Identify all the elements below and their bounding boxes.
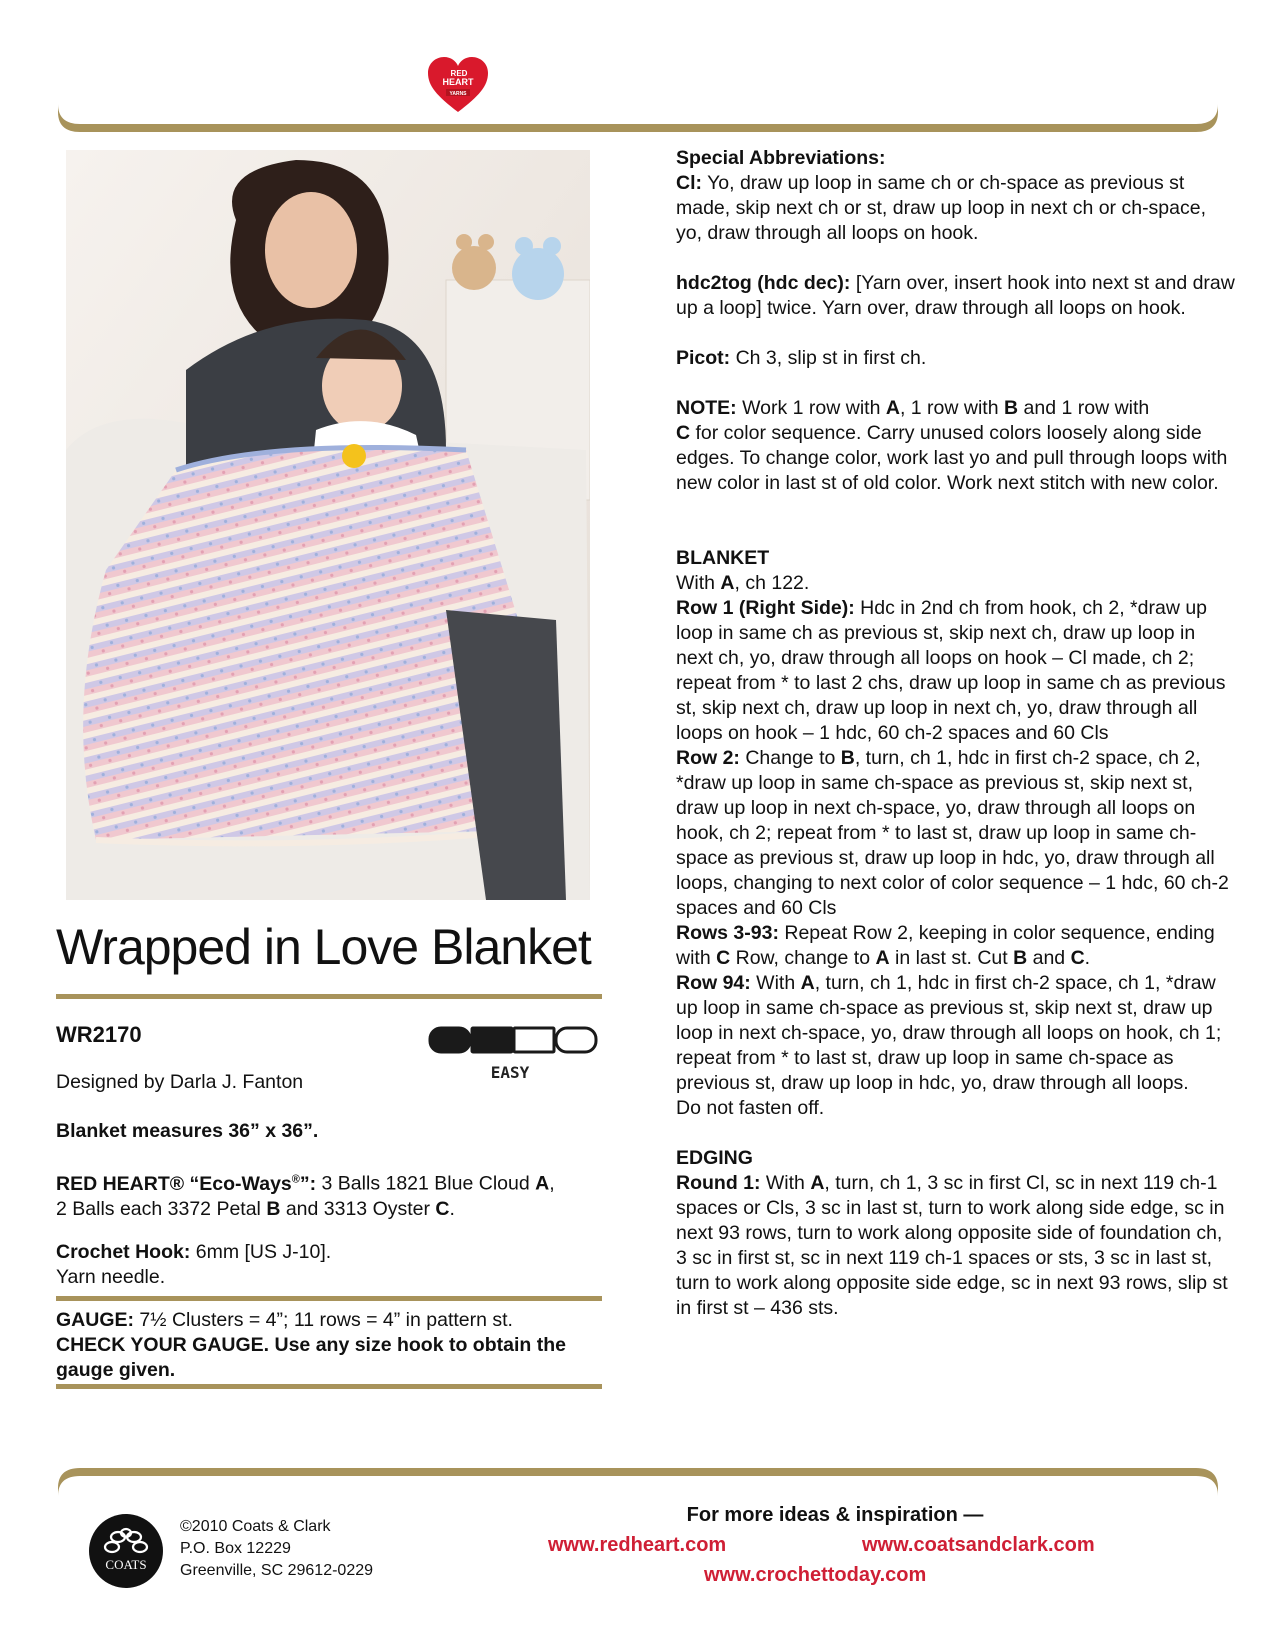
yarn-info: RED HEART® “Eco-Ways®”: 3 Balls 1821 Blue Cloud A, 2 Balls each 3372 Petal B and 3313 Oyster C. [56, 1172, 555, 1220]
designer-info [56, 1070, 616, 1095]
logo-heart-text: HEART [442, 77, 474, 87]
more-ideas: For more ideas & inspiration — [686, 1504, 984, 1526]
measures-text: Blanket measures 36” x 36”. [56, 1120, 319, 1142]
edging-heading: EDGING [676, 1147, 753, 1169]
po-box: P.O. Box 12229 [180, 1540, 291, 1557]
page-title: Wrapped in Love Blanket [56, 919, 591, 975]
cl-definition: Yo, draw up loop in same ch or ch-space as previous st made, skip next ch or st, draw up loop in next ch or ch-space, yo, draw through all loops on hook. [676, 172, 1207, 244]
hook-info: Crochet Hook: 6mm [US J-10]. Yarn needle. [56, 1241, 332, 1288]
crochettoday-link[interactable]: www.crochettoday.com [704, 1564, 927, 1586]
picot-definition: Ch 3, slip st in first ch. [730, 347, 927, 369]
gauge-label: GAUGE: [56, 1309, 134, 1331]
skill-box-empty [556, 1028, 596, 1052]
instructions: Special Abbreviations: Cl: Yo, draw up loop in same ch or ch-space as previous st made, skip next ch or st, draw up loop in next ch or ch-space, yo, draw through all loops on hook. hdc2tog (hdc dec): [Yarn over, insert hook into next st and draw up a loop] twice. Yarn over, draw through all loops on hook. Picot: Ch 3, slip st in first ch. NOTE: Work 1 row with A, 1 row with B and 1 row with C for color sequence. Carry unused colors loosely along side edges. To change color, work last yo and pull through loops with new color in last st of old color. Work next stitch with new color. BLANKET With A, ch 122. Row 1 (Right Side): Hdc in 2nd ch from hook, ch 2, *draw up loop in same ch as previous st, skip next ch, draw up loop in next ch, yo, draw through all loops on hook – Cl made, ch 2; repeat from * to last 2 chs, draw up loop in same ch as previous st, skip next ch, draw up loop in next ch, yo, draw through all loops on hook – 1 hdc, 60 ch-2 spaces and 60 Cls Row 2: Change to B, turn, ch 1, hdc in first ch-2 space, ch 2, *draw up loop in same ch-space as previous st, skip next st, draw up loop in next ch-space, yo, draw through all loops on hook, ch 2; repeat from * to last st, draw up loop in same ch-space as previous st, draw up loop in hdc, yo, draw through all loops, changing to next color of color sequence – 1 hdc, 60 ch-2 spaces and 60 Cls Rows 3-93: Repeat Row 2, keeping in color sequence, ending with C Row, change to A in last st. Cut B and C. Row 94: With A, turn, ch 1, hdc in first ch-2 space, ch 1, *draw up loop in same ch-space as previous st, skip next st, draw up loop in next ch-space, yo, draw through all loops on hook, ch 1; repeat from * to last st, draw up loop in same ch-space as previous st, draw up loop in hdc, yo, draw through all loops. Do not fasten off. EDGING Round 1: With A, turn, ch 1, 3 sc in first Cl, sc in next 119 ch-1 spaces or Cls, 3 sc in last st, turn to work along side edge, sc in next 93 rows, turn to work along opposite side of foundation ch, 3 sc in first st, sc in next 119 ch-1 spaces or sts, 3 sc in last st, turn to work along opposite side edge, sc in next 93 rows, slip st in first st – 436 sts. [676, 147, 1235, 1319]
yarn-needle: Yarn needle. [56, 1266, 166, 1288]
row-1: Row 1 (Right Side): Hdc in 2nd ch from hook, ch 2, *draw up loop in same ch as previous st, skip next ch, draw up loop in next ch, yo, draw through all loops on hook – Cl made, ch 2; repeat from * to last 2 chs, draw up loop in same ch as previous st, skip next ch, draw up loop in next ch, yo, draw through all loops on hook – 1 hdc, 60 ch-2 spaces and 60 Cls [676, 597, 1226, 744]
copyright: ©2010 Coats & Clark [180, 1518, 331, 1535]
gauge-top-divider [56, 1296, 602, 1301]
coats-logo [88, 1513, 164, 1589]
gauge-bottom-divider [56, 1384, 602, 1389]
skill-box-filled [472, 1028, 512, 1052]
city: Greenville, SC 29612-0229 [180, 1562, 374, 1579]
blanket-photo [66, 150, 590, 900]
title-divider [56, 994, 602, 999]
logo-red: RED [450, 69, 468, 78]
gauge-info: GAUGE: 7½ Clusters = 4”; 11 rows = 4” in pattern st. CHECK YOUR GAUGE. Use any size hook to obtain the gauge given. [56, 1309, 566, 1381]
skill-box-empty [514, 1028, 554, 1052]
rows-3-93: Rows 3-93: Repeat Row 2, keeping in color sequence, ending with C Row, change to A in last st. Cut B and C. [676, 922, 1215, 969]
blanket-heading: BLANKET [676, 547, 770, 569]
footer-rule [58, 1466, 1218, 1496]
fasten-off: Do not fasten off. [676, 1097, 825, 1119]
abbrev-heading: Special Abbreviations: [676, 147, 886, 169]
coats-logo-text: COATS [105, 1557, 147, 1572]
pattern-number: WR2170 [56, 1022, 142, 1047]
designer: Designed by Darla J. Fanton [56, 1071, 304, 1093]
address [180, 1516, 373, 1582]
coatsandclark-link[interactable]: www.coatsandclark.com [862, 1534, 1095, 1556]
row-94: Row 94: With A, turn, ch 1, hdc in first ch-2 space, ch 1, *draw up loop in same ch-space as previous st, skip next st, draw up loop in next ch-space, yo, draw through all loops on hook, ch 1; repeat from * to last st, draw up loop in same ch-space as previous st, draw up loop in hdc, yo, draw through all loops. [676, 972, 1222, 1094]
measurements [56, 1119, 616, 1144]
gauge-check: CHECK YOUR GAUGE. Use any size hook to obtain the gauge given. [56, 1334, 566, 1381]
header-rule [58, 104, 1218, 134]
row-2: Row 2: Change to B, turn, ch 1, hdc in first ch-2 space, ch 2, *draw up loop in same ch-space as previous st, skip next st, draw up loop in next ch-space, yo, draw through all loops on hook, ch 2; repeat from * to last st, draw up loop in same ch-space as previous st, draw up loop in hdc, yo, draw through all loops, changing to next color of color sequence – 1 hdc, 60 ch-2 spaces and 60 Cls [676, 747, 1229, 919]
hook-label: Crochet Hook: [56, 1241, 191, 1263]
logo-yarns: YARNS [449, 91, 467, 97]
round-1: Round 1: With A, turn, ch 1, 3 sc in first Cl, sc in next 119 ch-1 spaces or Cls, 3 sc in last st, turn to work along side edge, sc in next 93 rows, turn to work along opposite side of foundation ch, 3 sc in first st, sc in next 119 ch-1 spaces or sts, 3 sc in last st, turn to work along opposite side edge, sc in next 93 rows, slip st in first st – 436 sts. [676, 1172, 1228, 1319]
hdc2tog-definition: [Yarn over, insert hook into next st and draw up a loop] twice. Yarn over, draw through all loops on hook. [676, 272, 1235, 319]
skill-level-label: EASY [490, 1063, 530, 1082]
skill-box-filled [430, 1028, 470, 1052]
yarn-label: RED HEART® “Eco-Ways®”: [56, 1172, 317, 1195]
redheart-link[interactable]: www.redheart.com [548, 1534, 727, 1556]
note: NOTE: Work 1 row with A, 1 row with B and 1 row with C for color sequence. Carry unused colors loosely along side edges. To change color, work last yo and pull through loops with new color in last st of old color. Work next stitch with new color. [676, 397, 1228, 494]
